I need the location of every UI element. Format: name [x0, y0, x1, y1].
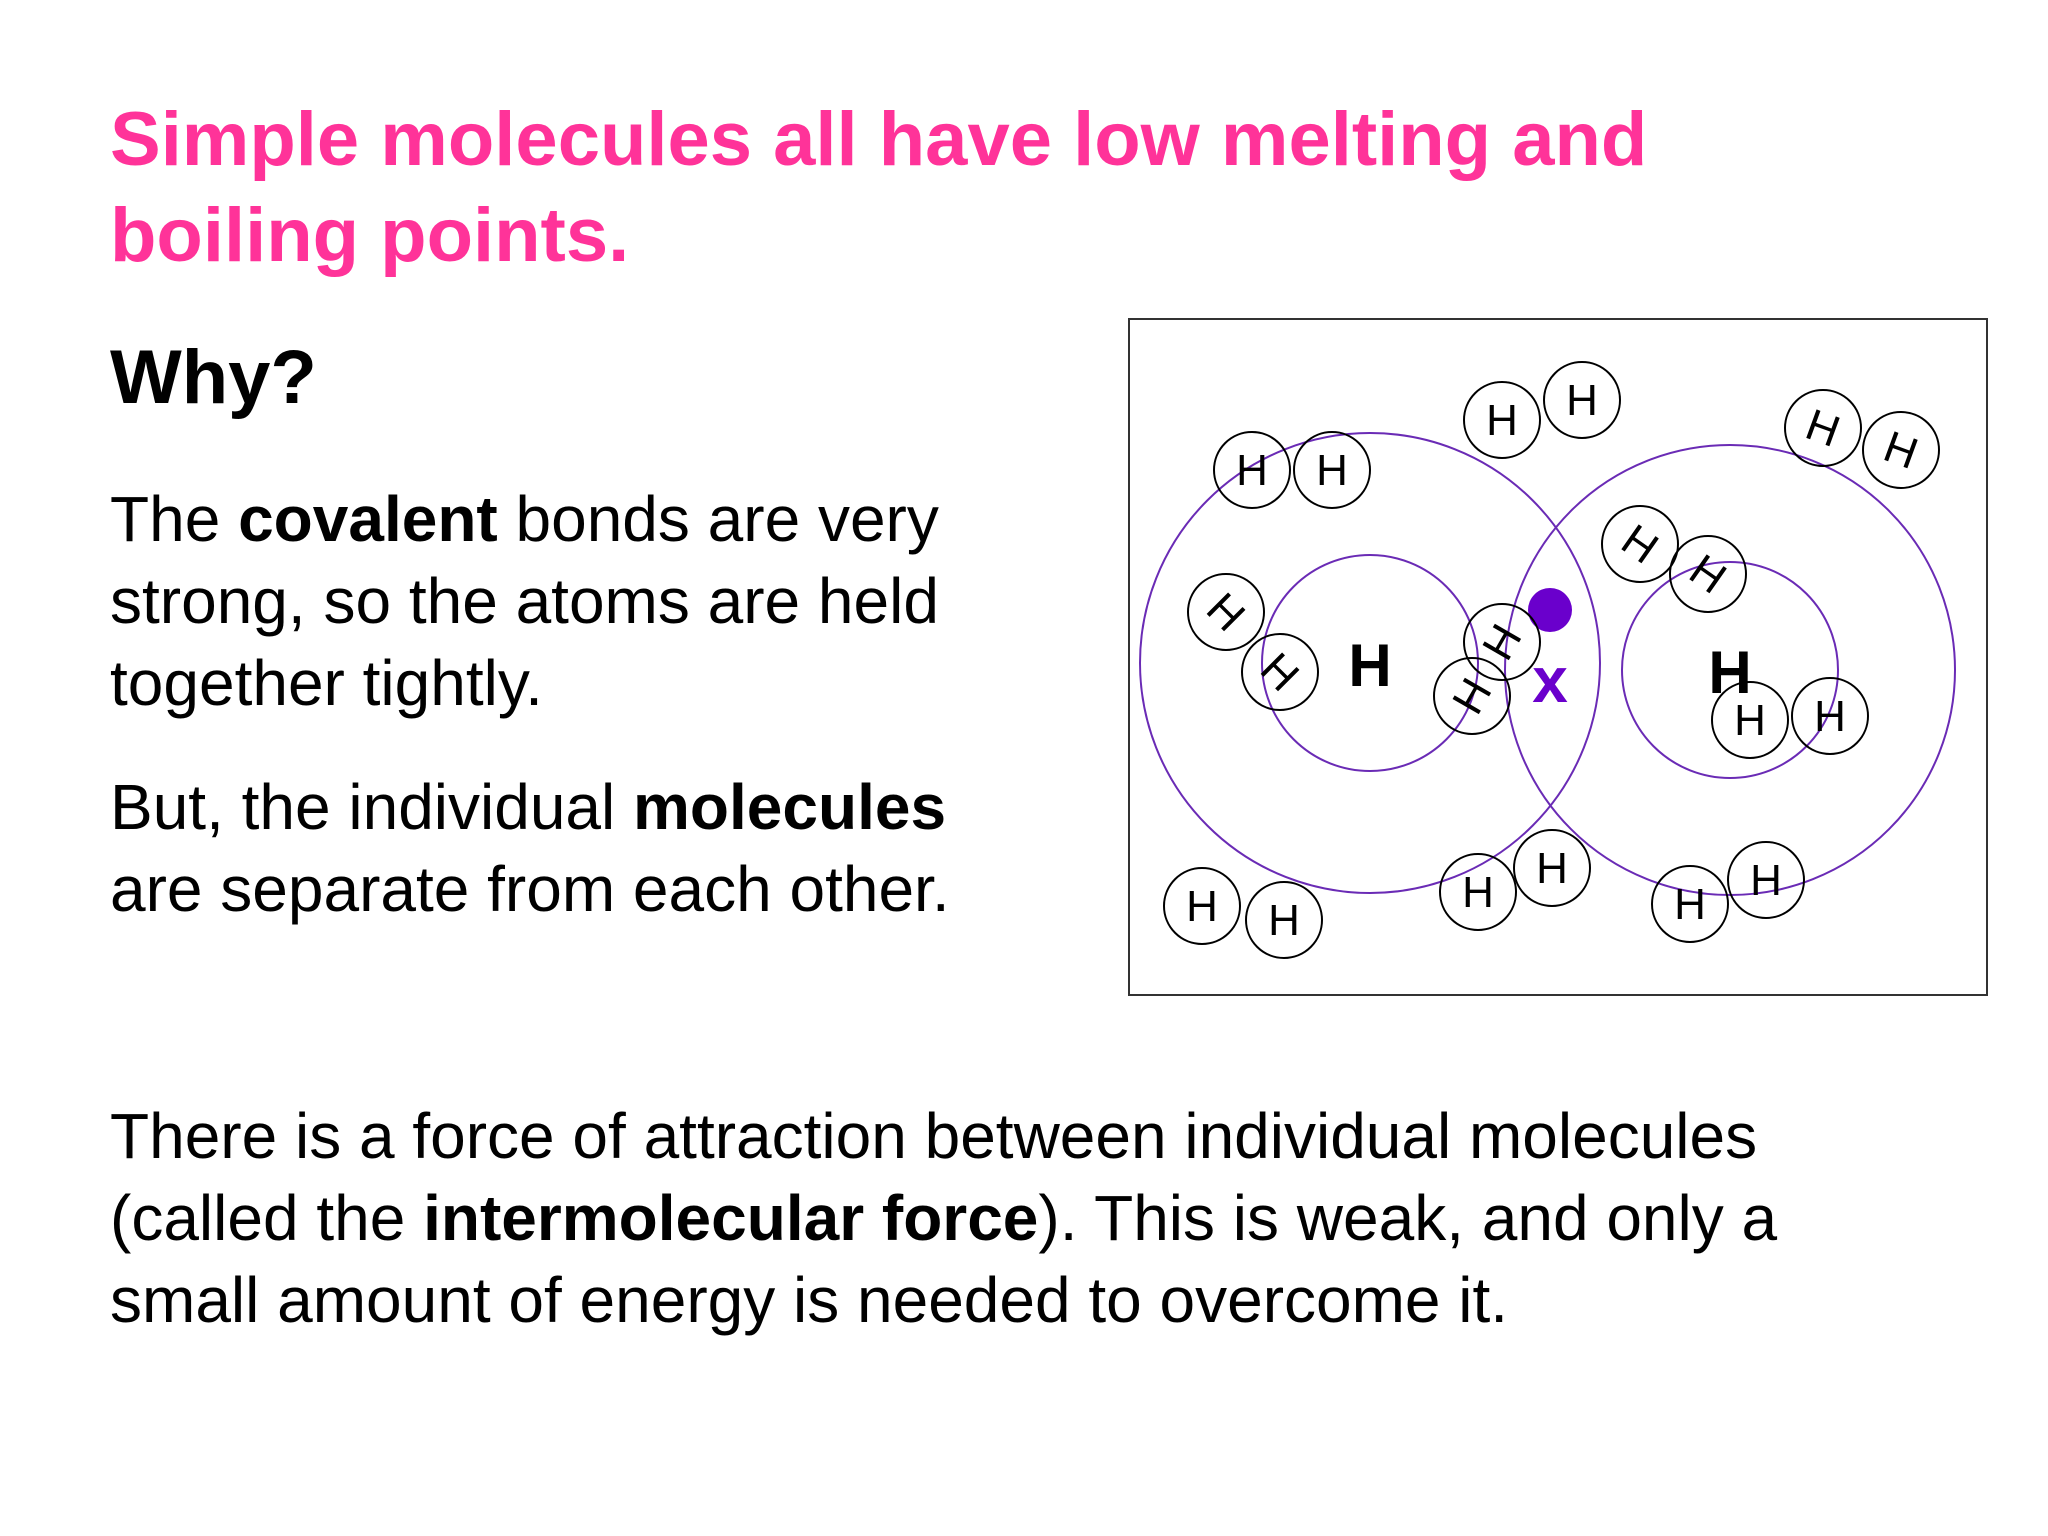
- hydrogen-atom-label: H: [1186, 882, 1218, 931]
- hydrogen-atom-label: H: [1612, 515, 1667, 574]
- hydrogen-atom-label: H: [1316, 446, 1348, 495]
- paragraph-text: There is a force of attraction between individual molecules (called the: [110, 1100, 1758, 1254]
- paragraph-text: But, the individual: [110, 771, 633, 843]
- keyword-covalent: covalent: [238, 483, 498, 555]
- hydrogen-molecule-diagram: [1128, 318, 1988, 996]
- hydrogen-atom-label: H: [1750, 856, 1782, 905]
- h2-molecule: [1652, 842, 1804, 942]
- paragraph-text: bonds are very strong, so the atoms are held together tightly.: [110, 483, 939, 719]
- left-nucleus-label: H: [1348, 632, 1392, 699]
- hydrogen-atom-label: H: [1536, 844, 1568, 893]
- intermolecular-force-paragraph: [110, 1095, 1930, 1341]
- diagram-canvas: [1130, 320, 1986, 994]
- shared-electron-dot: [1528, 588, 1572, 632]
- hydrogen-atom-label: H: [1877, 422, 1925, 479]
- paragraph-text: are separate from each other.: [110, 853, 950, 925]
- hydrogen-atom-label: H: [1236, 446, 1268, 495]
- keyword-molecules: molecules: [633, 771, 947, 843]
- keyword-intermolecular-force: intermolecular force: [423, 1182, 1039, 1254]
- question-heading: Why?: [110, 335, 317, 420]
- hydrogen-atom-label: H: [1443, 670, 1502, 723]
- separate-molecules-paragraph: [110, 766, 1050, 930]
- paragraph-text: The: [110, 483, 239, 555]
- hydrogen-atom-label: H: [1268, 896, 1300, 945]
- slide-title: Simple molecules all have low melting and boiling points.: [110, 97, 1648, 278]
- h2-molecule: [1440, 830, 1590, 930]
- hydrogen-atom-label: H: [1197, 583, 1255, 641]
- h2-molecule: [1785, 390, 1939, 488]
- hydrogen-atom-label: H: [1473, 616, 1532, 669]
- h2-molecule: [1214, 432, 1370, 508]
- h2-molecule: [1188, 574, 1318, 710]
- hydrogen-atom-label: H: [1680, 545, 1735, 604]
- hydrogen-atom-label: H: [1251, 643, 1309, 701]
- hydrogen-atom-label: H: [1462, 868, 1494, 917]
- h2-molecule: [1602, 506, 1746, 612]
- shared-electron-cross: x: [1532, 644, 1568, 716]
- h2-molecule: [1434, 604, 1540, 734]
- covalent-bond-paragraph: [110, 478, 1050, 724]
- hydrogen-atom-label: H: [1486, 396, 1518, 445]
- hydrogen-atom-label: H: [1674, 880, 1706, 929]
- hydrogen-atom-label: H: [1566, 376, 1598, 425]
- paragraph-text: ). This is weak, and only a small amount of energy is needed to overcome it.: [110, 1182, 1778, 1336]
- right-nucleus-label: H: [1708, 639, 1752, 706]
- hydrogen-atom-label: H: [1734, 696, 1766, 745]
- h2-molecule: [1464, 362, 1620, 458]
- hydrogen-atom-label: H: [1814, 692, 1846, 741]
- hydrogen-atom-label: H: [1799, 400, 1847, 457]
